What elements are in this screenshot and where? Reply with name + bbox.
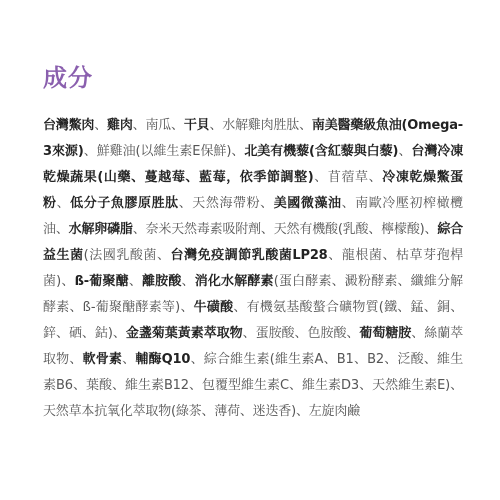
ingredient-text: 、 [122,352,136,367]
ingredient-highlight: 美國微藻油 [273,196,342,211]
ingredient-text: 、天然海帶粉、 [178,196,274,211]
ingredient-text: 、龍根菌、枯草芽孢桿菌)、 [43,248,463,289]
ingredient-text: (法國乳酸菌、 [83,248,171,263]
ingredient-highlight: 台灣鱉肉 [43,118,95,133]
ingredients-list [43,113,463,425]
ingredient-highlight: 雞肉 [107,118,133,133]
ingredient-text: 、絲蘭萃取物、 [43,326,463,367]
ingredient-highlight: 離胺酸 [142,274,182,289]
ingredient-text: 、水解雞肉胜肽、 [209,118,312,133]
ingredient-highlight: 冷凍乾燥鱉蛋粉 [43,170,463,211]
ingredient-highlight: 台灣免疫調節乳酸菌LP28 [170,248,328,263]
ingredient-highlight: 輔酶Q10 [135,352,191,367]
ingredient-text: 、 [181,274,195,289]
ingredient-text: 、 [128,274,142,289]
ingredient-text: 、南瓜、 [132,118,184,133]
ingredient-text: 、蛋胺酸、色胺酸、 [242,326,360,341]
ingredient-text: 、 [94,118,108,133]
ingredient-text: 、南歐冷壓初榨橄欖油、 [43,196,463,237]
ingredient-text: 、有機氨基酸螯合礦物質(鐵、錳、銅、鋅、硒、鈷)、 [43,300,463,341]
ingredient-highlight: 葡萄糖胺 [359,326,412,341]
ingredient-text: 、綜合維生素(維生素A、B1、B2、泛酸、維生素B6、葉酸、維生素B12、包覆型維生素C、維生素D3、天然維生素E)、天然草本抗氧化萃取物(綠茶、薄荷、迷迭香)、左旋肉鹼 [43,352,464,419]
ingredient-highlight: 低分子魚膠原胜肽 [70,196,179,211]
ingredient-text: 、 [56,196,71,211]
ingredient-highlight: 水解卵磷脂 [68,222,133,237]
ingredient-text: 、鮮雞油(以維生素E保鮮)、 [83,144,245,159]
ingredient-highlight: 台灣冷凍乾燥蔬果(山藥、蔓越莓、藍莓，依季節調整) [43,144,464,185]
ingredient-highlight: ß-葡聚醣 [74,274,129,289]
ingredient-highlight: 消化水解酵素 [194,274,274,289]
ingredient-highlight: 金盞菊葉黃素萃取物 [125,326,243,341]
ingredient-text: 、 [398,144,412,159]
ingredient-text: 、奈米天然毒素吸附劑、天然有機酸(乳酸、檸檬酸)、 [132,222,438,237]
ingredient-highlight: 軟骨素 [82,352,123,367]
ingredient-highlight: 牛磺酸 [193,300,234,315]
ingredient-highlight: 綜合益生菌 [43,222,463,263]
ingredient-text: 、苜蓿草、 [313,170,383,185]
ingredient-highlight: 南美醫藥級魚油(Omega-3來源) [43,118,463,159]
section-heading: 成分 [43,64,93,92]
ingredient-highlight: 干貝 [183,118,210,133]
ingredient-highlight: 北美有機藜(含紅藜與白藜) [244,144,399,159]
ingredient-text: (蛋白酵素、澱粉酵素、纖維分解酵素、ß-葡聚醣酵素等)、 [43,274,463,315]
